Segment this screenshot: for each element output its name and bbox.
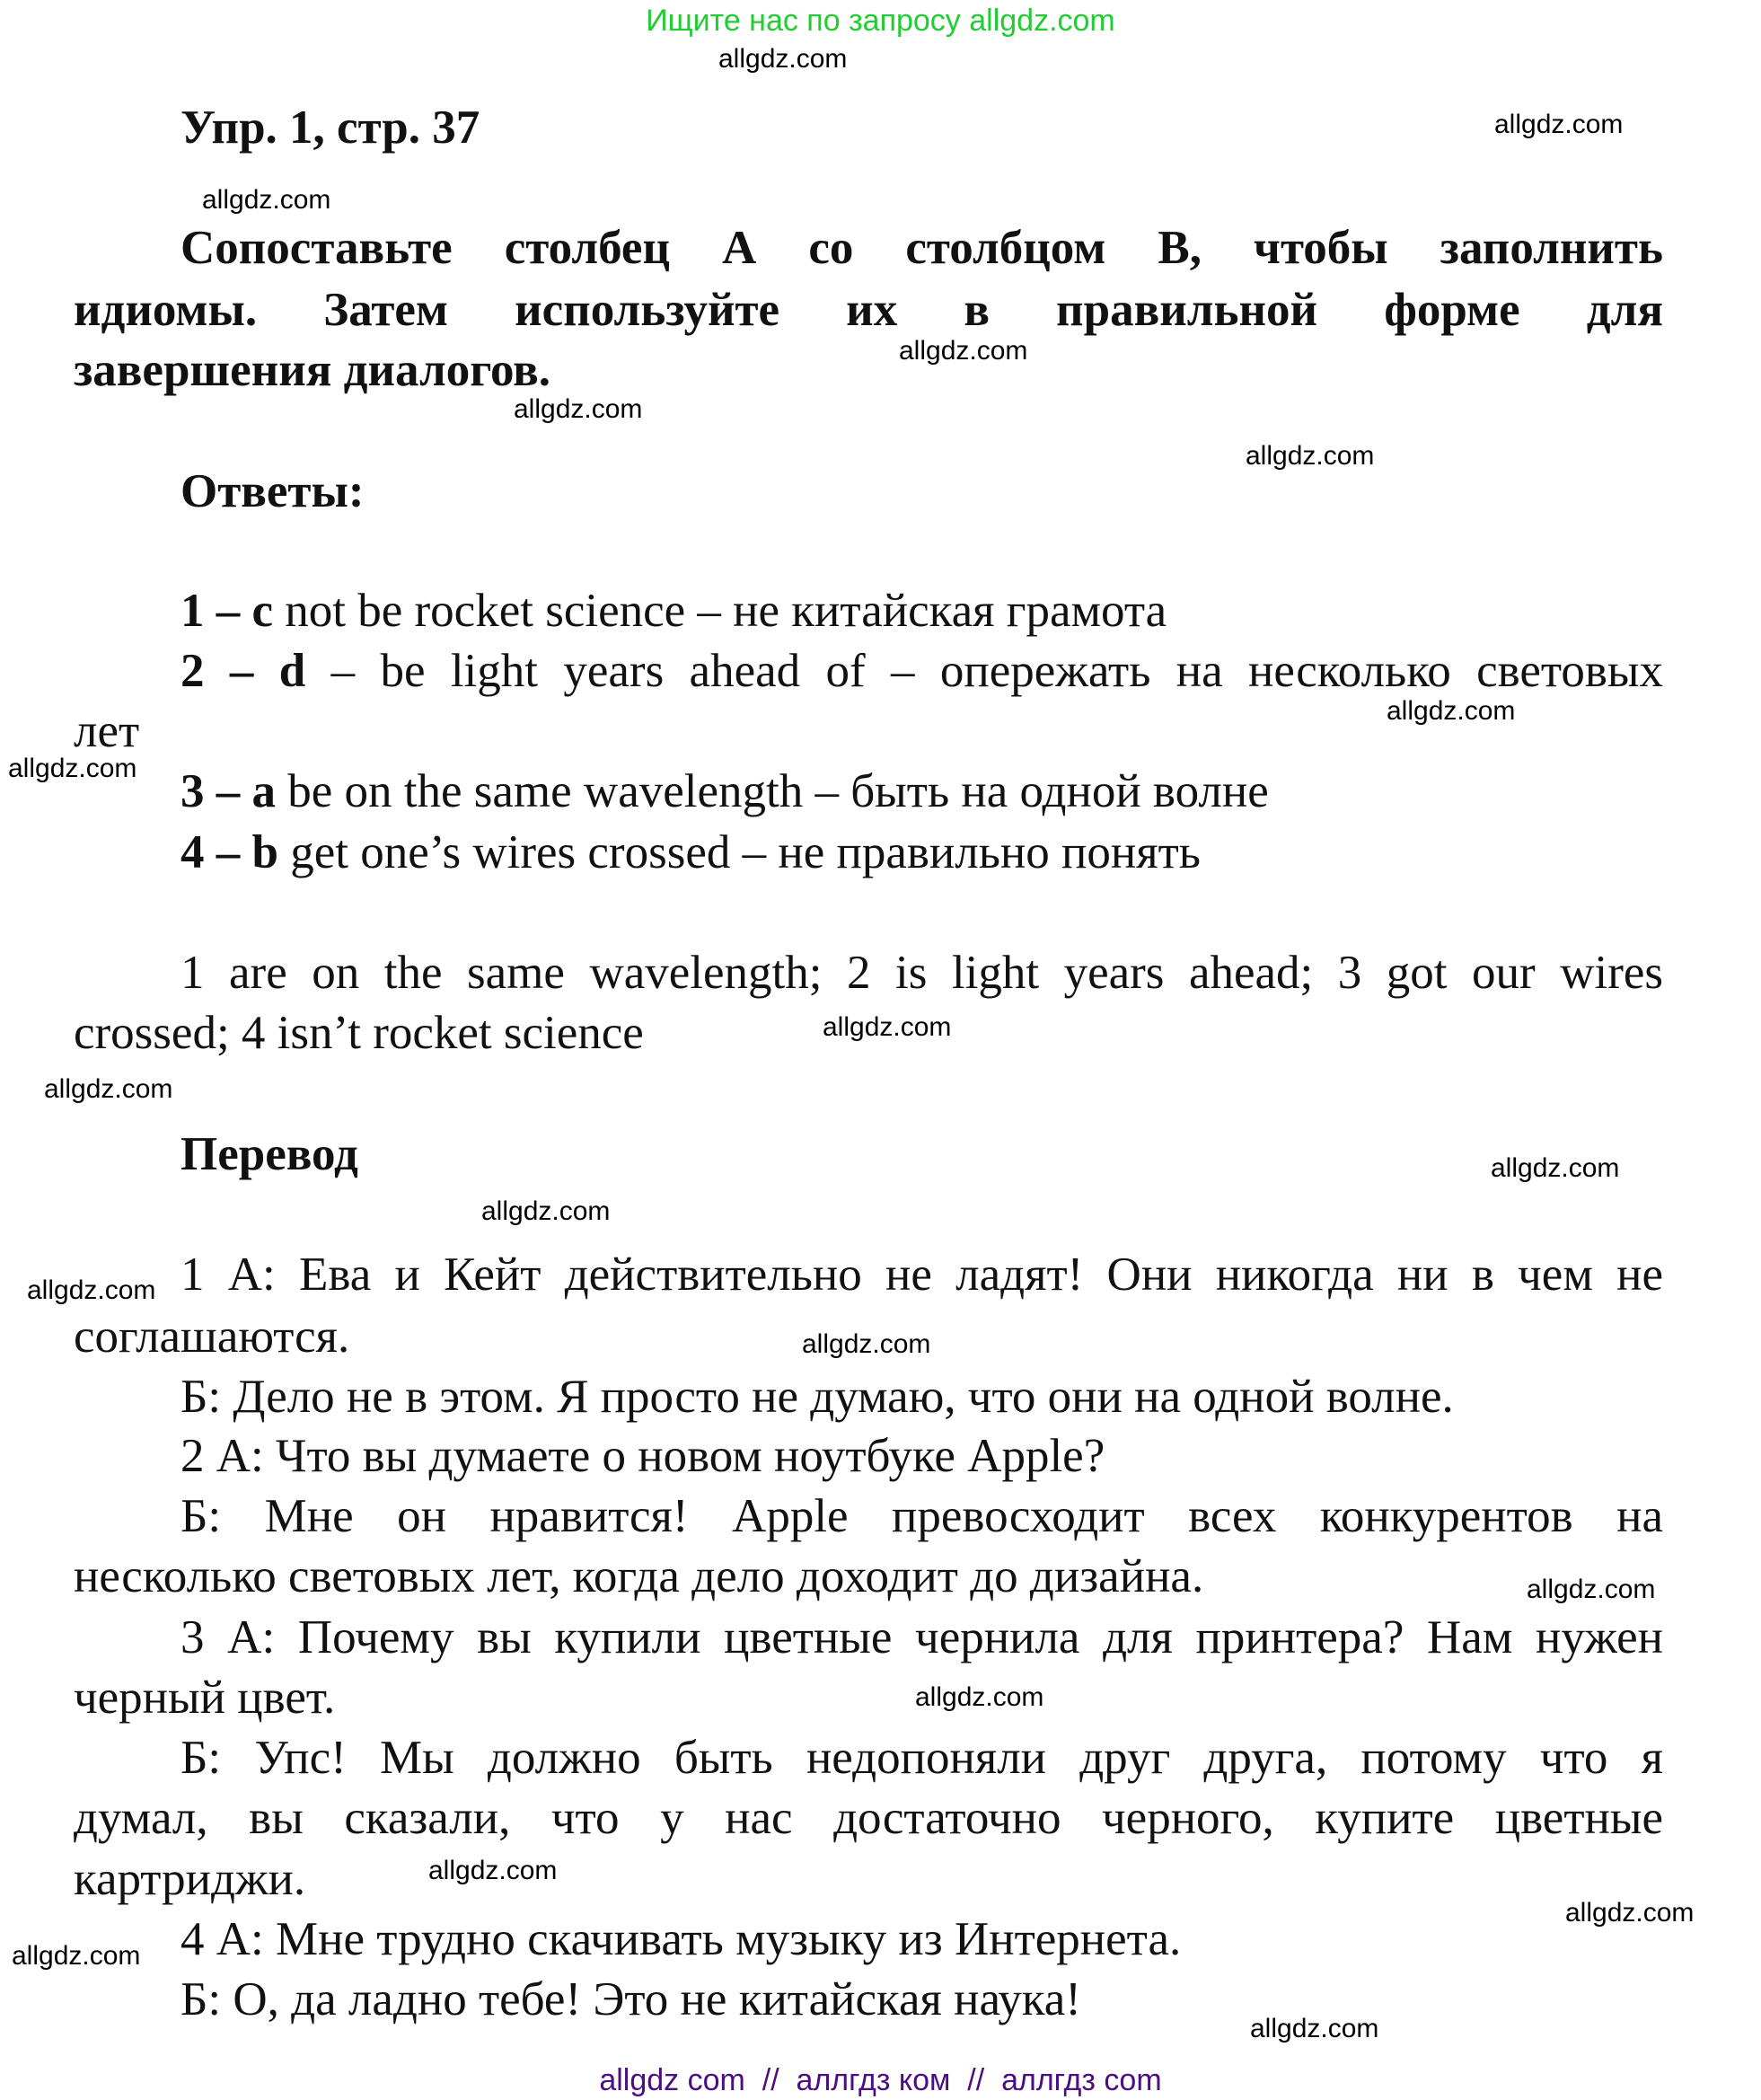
answer-text: not be rocket science – не китайская грамота xyxy=(273,585,1167,637)
watermark: allgdz.com xyxy=(1246,441,1375,471)
watermark: allgdz.com xyxy=(428,1856,558,1885)
answer-item xyxy=(181,580,1167,641)
search-banner: Ищите нас по запросу allgdz.com xyxy=(646,4,1115,38)
answers-heading: Ответы: xyxy=(181,465,365,517)
task-line: завершения диалогов. xyxy=(74,344,551,396)
translation-heading: Перевод xyxy=(181,1128,358,1180)
watermark: allgdz.com xyxy=(823,1012,952,1042)
translation-line: думал, вы сказали, что у нас достаточно черного, купите цветные xyxy=(74,1792,1663,1844)
watermark: allgdz.com xyxy=(899,336,1028,366)
task-line: идиомы. Затем используйте их в правильной форме для xyxy=(74,284,1663,336)
answer-text: get one’s wires crossed – не правильно понять xyxy=(277,826,1201,878)
answer-text: be on the same wavelength – быть на одной волне xyxy=(276,765,1269,817)
dialogue-answers-line: crossed; 4 isn’t rocket science xyxy=(74,1007,644,1059)
answer-continuation: лет xyxy=(74,705,140,757)
answer-item xyxy=(181,640,1663,701)
answer-key: 3 – a xyxy=(181,765,276,817)
translation-line: Б: О, да ладно тебе! Это не китайская наука! xyxy=(181,1973,1081,2025)
watermark: allgdz.com xyxy=(481,1196,611,1226)
watermark: allgdz.com xyxy=(44,1074,173,1104)
translation-line: 1 А: Ева и Кейт действительно не ладят! Они никогда ни в чем не xyxy=(181,1249,1663,1301)
watermark: allgdz.com xyxy=(514,394,643,424)
watermark: allgdz.com xyxy=(1491,1153,1620,1183)
watermark: allgdz.com xyxy=(1527,1575,1656,1604)
translation-line: картриджи. xyxy=(74,1853,306,1905)
answer-key: 2 – d xyxy=(181,645,306,697)
watermark: allgdz.com xyxy=(802,1329,931,1359)
translation-line: Б: Мне он нравится! Apple превосходит всех конкурентов на xyxy=(181,1490,1663,1542)
dialogue-answers-line: 1 are on the same wavelength; 2 is light years ahead; 3 got our wires xyxy=(181,947,1663,999)
translation-line: 3 А: Почему вы купили цветные чернила для принтера? Нам нужен xyxy=(181,1611,1663,1663)
answer-item xyxy=(181,761,1269,822)
watermark: allgdz.com xyxy=(8,754,137,783)
translation-line: 4 А: Мне трудно скачивать музыку из Интернета. xyxy=(181,1913,1182,1965)
answer-text: – be light years ahead of – опережать на несколько световых xyxy=(305,645,1663,697)
answer-key: 4 – b xyxy=(181,826,278,878)
watermark: allgdz.com xyxy=(1387,696,1516,726)
translation-line: несколько световых лет, когда дело доходит до дизайна. xyxy=(74,1550,1204,1602)
watermark: allgdz.com xyxy=(718,44,848,74)
translation-line: 2 А: Что вы думаете о новом ноутбуке Apple? xyxy=(181,1430,1105,1482)
answer-item xyxy=(181,822,1201,883)
watermark: allgdz.com xyxy=(27,1275,156,1305)
translation-line: соглашаются. xyxy=(74,1310,350,1363)
translation-line: Б: Дело не в этом. Я просто не думаю, что они на одной волне. xyxy=(181,1371,1454,1423)
watermark: allgdz.com xyxy=(202,185,331,215)
watermark: allgdz.com xyxy=(915,1682,1044,1712)
watermark: allgdz.com xyxy=(1494,110,1624,139)
footer-links: allgdz com // аллгдз ком // аллгдз com xyxy=(599,2063,1162,2097)
translation-line: Б: Упс! Мы должно быть недопоняли друг друга, потому что я xyxy=(181,1732,1663,1784)
exercise-title: Упр. 1, стр. 37 xyxy=(181,101,480,154)
task-line: Сопоставьте столбец А со столбцом В, чтобы заполнить xyxy=(181,222,1663,274)
watermark: allgdz.com xyxy=(1250,2014,1379,2043)
answer-key: 1 – c xyxy=(181,585,274,637)
watermark: allgdz.com xyxy=(12,1941,141,1971)
translation-line: черный цвет. xyxy=(74,1672,336,1724)
watermark: allgdz.com xyxy=(1565,1898,1695,1928)
